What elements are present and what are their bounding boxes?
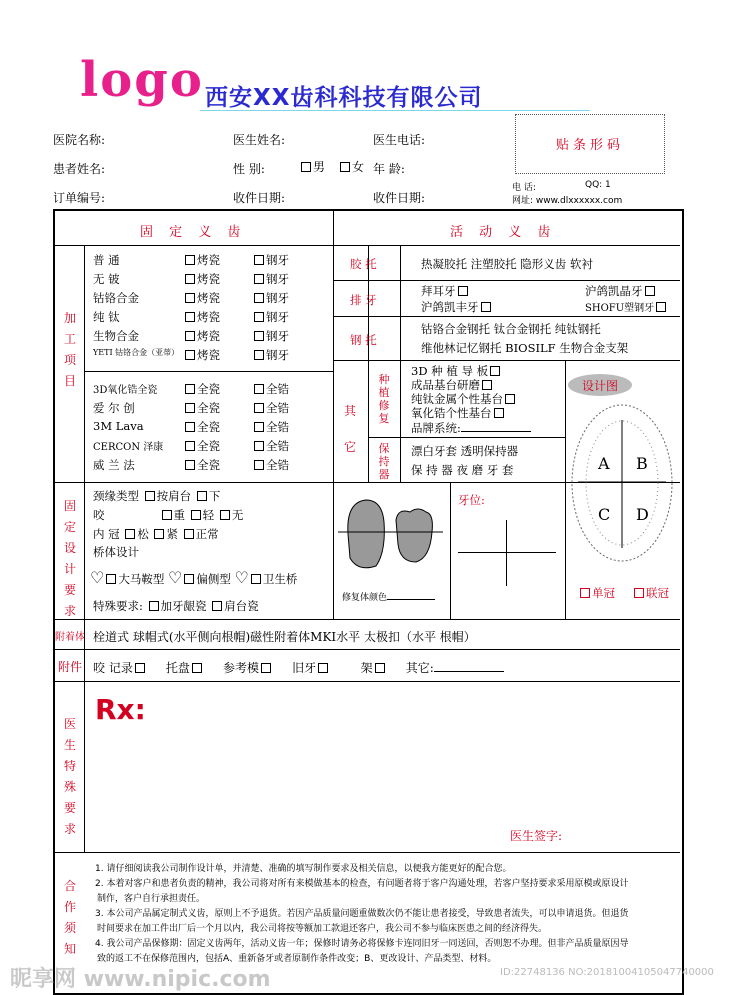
brand-system[interactable]: 品牌系统: xyxy=(411,420,531,436)
quadrant-d[interactable]: D xyxy=(636,505,649,524)
other-label: 其它 xyxy=(343,404,356,454)
row-label: 排 牙 xyxy=(350,293,377,307)
note-line: 制作，客户自行承担责任。 xyxy=(97,894,206,904)
metal-name: 生物合金 xyxy=(93,329,139,343)
metal-option-b[interactable]: 钢牙 xyxy=(252,347,289,363)
metal-option-a[interactable]: 烤瓷 xyxy=(183,328,220,344)
ceramic-name: 3M Lava xyxy=(93,419,144,433)
metal-option-b[interactable]: 钢牙 xyxy=(252,252,289,268)
quadrant-c[interactable]: C xyxy=(598,505,611,524)
single-crown[interactable]: 单冠 xyxy=(578,585,615,601)
hospital-label: 医院名称: xyxy=(53,133,106,147)
divider xyxy=(334,316,680,317)
logo: logo xyxy=(80,52,204,108)
special-row[interactable]: 特殊要求: 加牙龈瓷 肩台瓷 xyxy=(93,599,259,613)
metal-option-b[interactable]: 钢牙 xyxy=(252,271,289,287)
divider xyxy=(333,211,334,482)
retainer-line1[interactable]: 漂白牙套 透明保持器 xyxy=(411,444,519,458)
tooth-shape-illustration xyxy=(338,492,448,582)
bite-row[interactable]: 咬 重 轻 无 xyxy=(93,508,244,522)
accessory-label: 附件 xyxy=(58,660,83,674)
divider xyxy=(84,245,85,852)
divider xyxy=(84,371,333,372)
attachment-text[interactable]: 栓道式 球帽式(水平侧向根帽)磁性附着体MKI水平 太极扣（水平 根帽） xyxy=(93,630,476,644)
note-line: 时间要求在加工件出厂后一个月以内，我公司将按等额加工款退还客户，我公司不参与临床医患之间的经济得失。 xyxy=(97,924,548,934)
attachment-label: 附着体 xyxy=(55,632,85,643)
qq-label: QQ: 1 xyxy=(585,180,611,190)
ceramic-option-b[interactable]: 全锆 xyxy=(252,438,289,454)
patient-label: 患者姓名: xyxy=(53,162,106,176)
divider xyxy=(450,482,451,619)
website-label: 网址: www.dlxxxxxx.com xyxy=(512,196,623,206)
quadrant-b[interactable]: B xyxy=(636,454,648,473)
metal-name: 钴铬合金 xyxy=(93,291,139,305)
note-line: 1. 请仔细阅读我公司制作设计单，并清楚、准确的填写制作要求及相关信息，以便我方能更好的配合您。 xyxy=(95,864,512,874)
barcode-box xyxy=(515,114,665,174)
ceramic-option-a[interactable]: 全瓷 xyxy=(183,419,220,435)
doctor-phone-label: 医生电话: xyxy=(373,133,426,147)
divider xyxy=(333,482,334,619)
divider xyxy=(368,245,369,482)
metal-option-b[interactable]: 钢牙 xyxy=(252,328,289,344)
phone-label: 电 话: xyxy=(512,183,536,193)
ceramic-option-a[interactable]: 全瓷 xyxy=(183,400,220,416)
shade-field[interactable]: 修复体颜色 xyxy=(342,590,435,603)
row-item-shofu[interactable]: SHOFU塑钢牙 xyxy=(585,299,668,314)
divider xyxy=(368,437,565,438)
retainer-label: 保持器 xyxy=(378,442,390,481)
cooperation-label: 合作须知 xyxy=(63,879,76,956)
metal-option-a[interactable]: 烤瓷 xyxy=(183,347,220,363)
gender-label: 性 别: xyxy=(233,162,265,176)
inner-crown-row[interactable]: 内 冠 松 紧 正常 xyxy=(93,527,219,541)
design-badge xyxy=(568,374,632,396)
steel-line2[interactable]: 维他林记忆钢托 BIOSILF 生物合金支架 xyxy=(421,341,629,355)
divider xyxy=(55,619,680,620)
ceramic-option-b[interactable]: 全锆 xyxy=(252,400,289,416)
metal-option-a[interactable]: 烤瓷 xyxy=(183,290,220,306)
processing-label: 加工项目 xyxy=(63,311,76,388)
tooth-position-label: 牙位: xyxy=(458,493,485,507)
ceramic-name: 爱 尔 创 xyxy=(93,401,135,415)
note-line: 3. 本公司产品属定制式义齿，原则上不予退货。若因产品质量问题重做数次仍不能让患者接受，导致患者流失，可以申请退货。但退货 xyxy=(95,909,629,919)
ceramic-option-a[interactable]: 全瓷 xyxy=(183,438,220,454)
design-badge-label: 设计图 xyxy=(581,379,618,393)
rx-symbol: Rx: xyxy=(95,693,146,726)
logo-underline xyxy=(200,110,590,111)
checkbox-icon[interactable] xyxy=(340,162,350,172)
row-item-kaifeng[interactable]: 沪鸽凯丰牙 xyxy=(421,299,493,315)
company-name: 西安XX齿科科技有限公司 xyxy=(205,85,483,111)
tooth-grid-h xyxy=(458,552,556,553)
watermark: 昵享网 www.nipic.com xyxy=(10,967,271,992)
base-items[interactable]: 热凝胶托 注塑胶托 隐形义齿 软衬 xyxy=(421,257,593,271)
bridge-design: 桥体设计 xyxy=(93,545,139,559)
divider xyxy=(55,649,680,650)
ceramic-name: 威 兰 法 xyxy=(93,458,135,472)
row-item-kaijing[interactable]: 沪鸽凯晶牙 xyxy=(585,283,657,299)
metal-option-b[interactable]: 钢牙 xyxy=(252,290,289,306)
removable-title: 活 动 义 齿 xyxy=(450,225,557,240)
quadrant-a[interactable]: A xyxy=(598,454,610,473)
metal-option-a[interactable]: 烤瓷 xyxy=(183,252,220,268)
doctor-sign-label: 医生签字: xyxy=(510,829,563,843)
implant-item[interactable]: 纯钛金属个性基台 xyxy=(411,391,517,407)
watermark-id: ID:22748136 NO:20181004105047740000 xyxy=(500,967,714,978)
metal-name: YETI 钴铬合金（亚蒂） xyxy=(93,348,180,357)
implant-item[interactable]: 氧化锆个性基台 xyxy=(411,405,506,421)
gender-male[interactable]: 男 xyxy=(299,158,325,175)
tooth-chart[interactable] xyxy=(566,398,678,568)
ceramic-option-b[interactable]: 全锆 xyxy=(252,419,289,435)
ceramic-option-b[interactable]: 全锆 xyxy=(252,381,289,397)
metal-option-a[interactable]: 烤瓷 xyxy=(183,271,220,287)
checkbox-icon[interactable] xyxy=(301,162,311,172)
divider xyxy=(334,360,680,361)
steel-label: 钢 托 xyxy=(350,333,377,347)
order-no-label: 订单编号: xyxy=(53,191,106,205)
base-label: 胶 托 xyxy=(350,257,377,271)
implant-label: 种植修复 xyxy=(378,373,390,425)
ceramic-option-a[interactable]: 全瓷 xyxy=(183,457,220,473)
metal-name: 普 通 xyxy=(93,253,120,267)
metal-option-a[interactable]: 烤瓷 xyxy=(183,309,220,325)
metal-name: 纯 钛 xyxy=(93,310,120,324)
neck-type[interactable]: 颈缘类型 按肩台 下 xyxy=(93,489,221,503)
receive-date-label: 收件日期: xyxy=(233,191,286,205)
accessory-row[interactable]: 咬 记录 托盘 参考模 旧牙 架 其它: xyxy=(93,659,504,676)
retainer-line2[interactable]: 保 持 器 夜 磨 牙 套 xyxy=(411,463,514,477)
bridge-crown[interactable]: 联冠 xyxy=(632,585,669,601)
doctor-label: 医生姓名: xyxy=(233,133,286,147)
note-line: 4. 我公司产品保修期：固定义齿两年，活动义齿一年；保修时请务必将保修卡连同旧牙一同送回，否则恕不办理。但非产品质量原因导 xyxy=(95,939,629,949)
row-item-bayer[interactable]: 拜耳牙 xyxy=(421,283,470,299)
implant-item[interactable]: 成品基台研磨 xyxy=(411,377,494,393)
divider xyxy=(55,852,680,853)
ceramic-option-b[interactable]: 全锆 xyxy=(252,457,289,473)
ceramic-name: 3D氧化锆全瓷 xyxy=(93,385,158,396)
fixed-design-label: 固定设计要求 xyxy=(63,499,76,618)
metal-name: 无 铍 xyxy=(93,272,120,286)
gender-female[interactable]: 女 xyxy=(338,158,364,175)
bridge-types[interactable]: ♡ 大马鞍型 ♡ 偏侧型 ♡ 卫生桥 xyxy=(90,568,298,587)
divider xyxy=(400,360,401,482)
ceramic-name: CERCON 泽康 xyxy=(93,442,164,453)
barcode-label: 贴条形码 xyxy=(555,138,624,153)
note-line: 致的返工不在保修范围内，包括A、重新备牙或者原制作条件改变；B、更改设计、产品类型、材料。 xyxy=(97,954,497,964)
implant-item[interactable]: 3D 种 植 导 板 xyxy=(411,363,502,379)
doctor-special-label: 医生特殊要求 xyxy=(63,717,76,836)
divider xyxy=(55,681,680,682)
tooth-grid-v xyxy=(506,520,507,586)
steel-line1[interactable]: 钴铬合金钢托 钛合金钢托 纯钛钢托 xyxy=(421,322,601,336)
divider xyxy=(400,245,401,360)
ceramic-option-a[interactable]: 全瓷 xyxy=(183,381,220,397)
receive-date-label-2: 收件日期: xyxy=(373,191,426,205)
age-label: 年 龄: xyxy=(373,162,405,176)
note-line: 2. 本着对客户和患者负责的精神，我公司将对所有来模做基本的检查，有问题者将于客户沟通处理，若客户坚持要求采用原模或原设计 xyxy=(95,879,629,889)
metal-option-b[interactable]: 钢牙 xyxy=(252,309,289,325)
fixed-title: 固 定 义 齿 xyxy=(140,225,247,240)
divider xyxy=(334,280,680,281)
